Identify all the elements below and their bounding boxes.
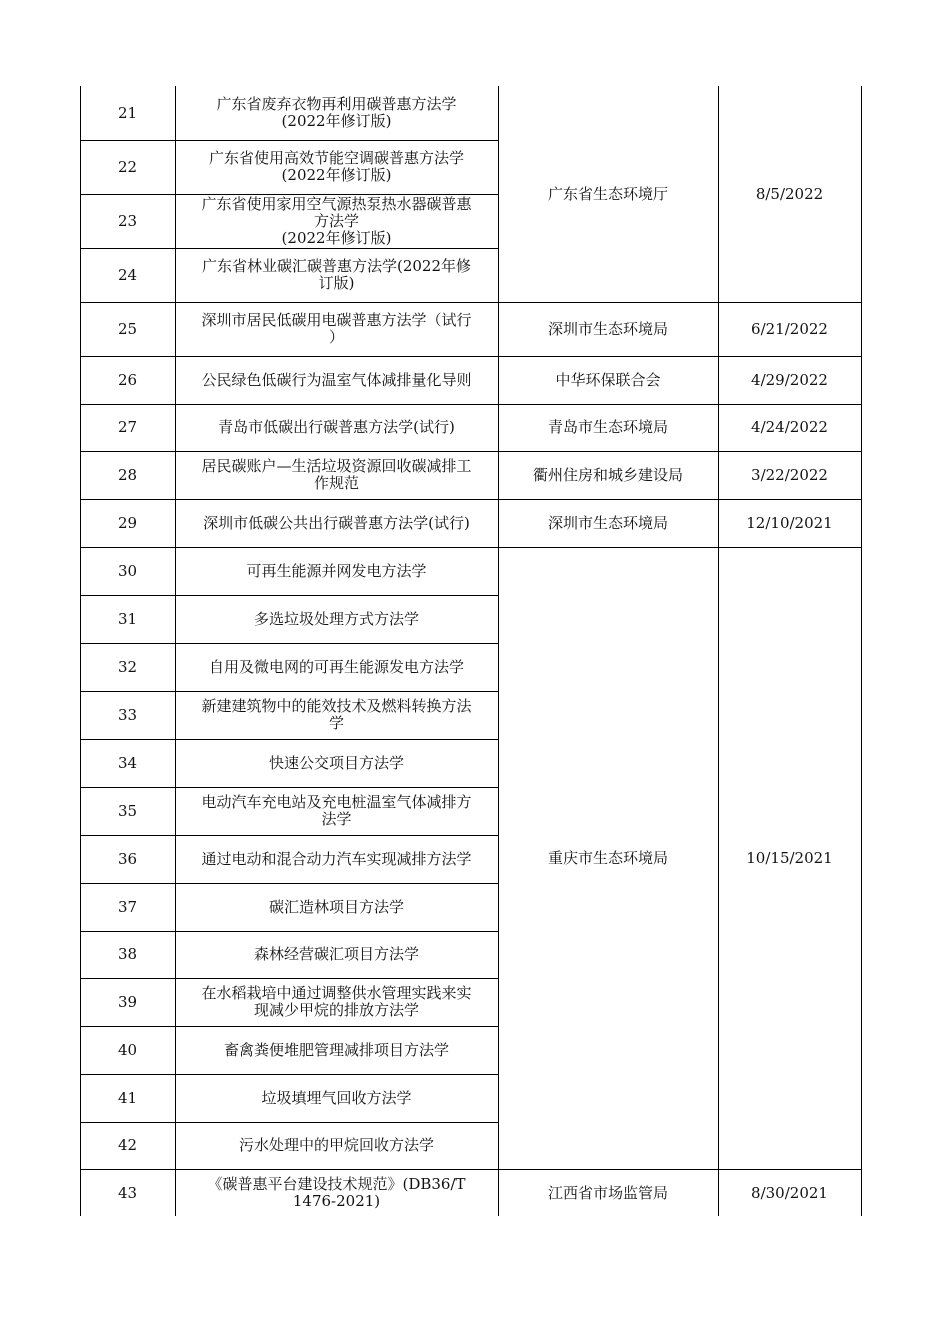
row-number-cell: 41: [117, 1088, 138, 1107]
methodology-name-cell: 可再生能源并网发电方法学: [246, 561, 427, 580]
release-date-cell: 3/22/2022: [751, 465, 828, 484]
row-number-cell: 39: [117, 992, 138, 1011]
group-border: [498, 356, 862, 357]
row-border: [80, 356, 499, 357]
row-border: [80, 931, 499, 932]
row-border: [80, 883, 499, 884]
row-border: [80, 1169, 499, 1170]
row-number-cell: 43: [117, 1183, 138, 1202]
release-date-cell: 8/30/2021: [751, 1183, 828, 1202]
row-border: [80, 691, 499, 692]
row-number-cell: 24: [117, 265, 138, 284]
methodology-name-cell: 青岛市低碳出行碳普惠方法学(试行): [218, 418, 455, 436]
release-date-cell: 4/29/2022: [751, 370, 828, 389]
row-border: [80, 787, 499, 788]
column-border: [80, 86, 81, 1216]
methodology-name-cell: 广东省使用高效节能空调碳普惠方法学 (2022年修订版): [208, 149, 464, 184]
row-border: [80, 1074, 499, 1075]
group-border: [498, 499, 862, 500]
methodology-name-cell: 居民碳账户—生活垃圾资源回收碳减排工 作规范: [201, 457, 472, 492]
row-border: [80, 1122, 499, 1123]
methodology-name-cell: 广东省废弃衣物再利用碳普惠方法学 (2022年修订版): [216, 95, 457, 130]
methodology-name-cell: 新建建筑物中的能效技术及燃料转换方法 学: [201, 697, 472, 732]
row-border: [80, 547, 499, 548]
row-border: [80, 404, 499, 405]
row-number-cell: 27: [117, 418, 138, 436]
row-number-cell: 34: [117, 753, 138, 772]
group-border: [498, 1169, 862, 1170]
issuing-agency-cell: 重庆市生态环境局: [547, 848, 668, 867]
row-number-cell: 26: [117, 370, 138, 389]
column-border: [175, 86, 176, 1216]
row-number-cell: 22: [117, 157, 138, 176]
methodology-name-cell: 快速公交项目方法学: [268, 753, 404, 772]
column-border: [498, 86, 499, 1216]
row-number-cell: 42: [117, 1136, 138, 1154]
row-number-cell: 29: [117, 513, 138, 532]
row-border: [80, 1026, 499, 1027]
row-border: [80, 451, 499, 452]
row-border: [80, 643, 499, 644]
row-number-cell: 30: [117, 561, 138, 580]
row-border: [80, 140, 499, 141]
issuing-agency-cell: 青岛市生态环境局: [547, 418, 668, 436]
methodology-name-cell: 公民绿色低碳行为温室气体减排量化导则: [201, 370, 472, 389]
row-border: [80, 835, 499, 836]
group-border: [498, 302, 862, 303]
release-date-cell: 10/15/2021: [746, 848, 833, 867]
row-border: [80, 194, 499, 195]
row-border: [80, 248, 499, 249]
methodology-name-cell: 畜禽粪便堆肥管理减排项目方法学: [223, 1040, 449, 1059]
issuing-agency-cell: 广东省生态环境厅: [547, 184, 668, 203]
release-date-cell: 6/21/2022: [751, 319, 828, 338]
methodology-name-cell: 污水处理中的甲烷回收方法学: [238, 1136, 434, 1154]
methodology-name-cell: 在水稻栽培中通过调整供水管理实践来实 现减少甲烷的排放方法学: [201, 984, 472, 1019]
issuing-agency-cell: 衢州住房和城乡建设局: [532, 465, 683, 484]
row-border: [80, 595, 499, 596]
release-date-cell: 12/10/2021: [746, 513, 833, 532]
row-number-cell: 23: [117, 211, 138, 230]
methodology-name-cell: 通过电动和混合动力汽车实现减排方法学: [201, 849, 472, 868]
row-number-cell: 21: [117, 103, 138, 122]
methodology-name-cell: 《碳普惠平台建设技术规范》(DB36/T 1476-2021): [207, 1175, 466, 1210]
methodology-name-cell: 深圳市居民低碳用电碳普惠方法学（试行 ）: [201, 311, 472, 346]
column-border: [718, 86, 719, 1216]
methodology-name-cell: 深圳市低碳公共出行碳普惠方法学(试行): [203, 513, 470, 532]
row-number-cell: 33: [117, 705, 138, 724]
methodology-name-cell: 森林经营碳汇项目方法学: [253, 945, 419, 963]
methodology-name-cell: 广东省使用家用空气源热泵热水器碳普惠 方法学 (2022年修订版): [201, 194, 472, 247]
methodology-name-cell: 多选垃圾处理方式方法学: [253, 609, 419, 628]
row-number-cell: 25: [117, 319, 138, 338]
group-border: [498, 404, 862, 405]
row-border: [80, 302, 499, 303]
issuing-agency-cell: 中华环保联合会: [555, 370, 661, 389]
methodology-name-cell: 垃圾填埋气回收方法学: [261, 1088, 412, 1107]
group-border: [498, 547, 862, 548]
row-number-cell: 28: [117, 465, 138, 484]
column-border: [861, 86, 862, 1216]
methodology-name-cell: 碳汇造林项目方法学: [268, 897, 404, 916]
methodology-name-cell: 广东省林业碳汇碳普惠方法学(2022年修 订版): [201, 257, 472, 292]
row-number-cell: 31: [117, 609, 138, 628]
group-border: [498, 451, 862, 452]
methodology-name-cell: 自用及微电网的可再生能源发电方法学: [208, 657, 464, 676]
row-number-cell: 35: [117, 801, 138, 820]
methodology-name-cell: 电动汽车充电站及充电桩温室气体减排方 法学: [201, 793, 472, 828]
row-number-cell: 38: [117, 945, 138, 963]
row-border: [80, 978, 499, 979]
release-date-cell: 4/24/2022: [751, 418, 828, 436]
issuing-agency-cell: 深圳市生态环境局: [547, 513, 668, 532]
row-number-cell: 40: [117, 1040, 138, 1059]
release-date-cell: 8/5/2022: [755, 184, 824, 203]
row-number-cell: 36: [117, 849, 138, 868]
row-number-cell: 37: [117, 897, 138, 916]
row-border: [80, 499, 499, 500]
issuing-agency-cell: 江西省市场监管局: [547, 1183, 668, 1202]
issuing-agency-cell: 深圳市生态环境局: [547, 319, 668, 338]
row-border: [80, 739, 499, 740]
row-number-cell: 32: [117, 657, 138, 676]
